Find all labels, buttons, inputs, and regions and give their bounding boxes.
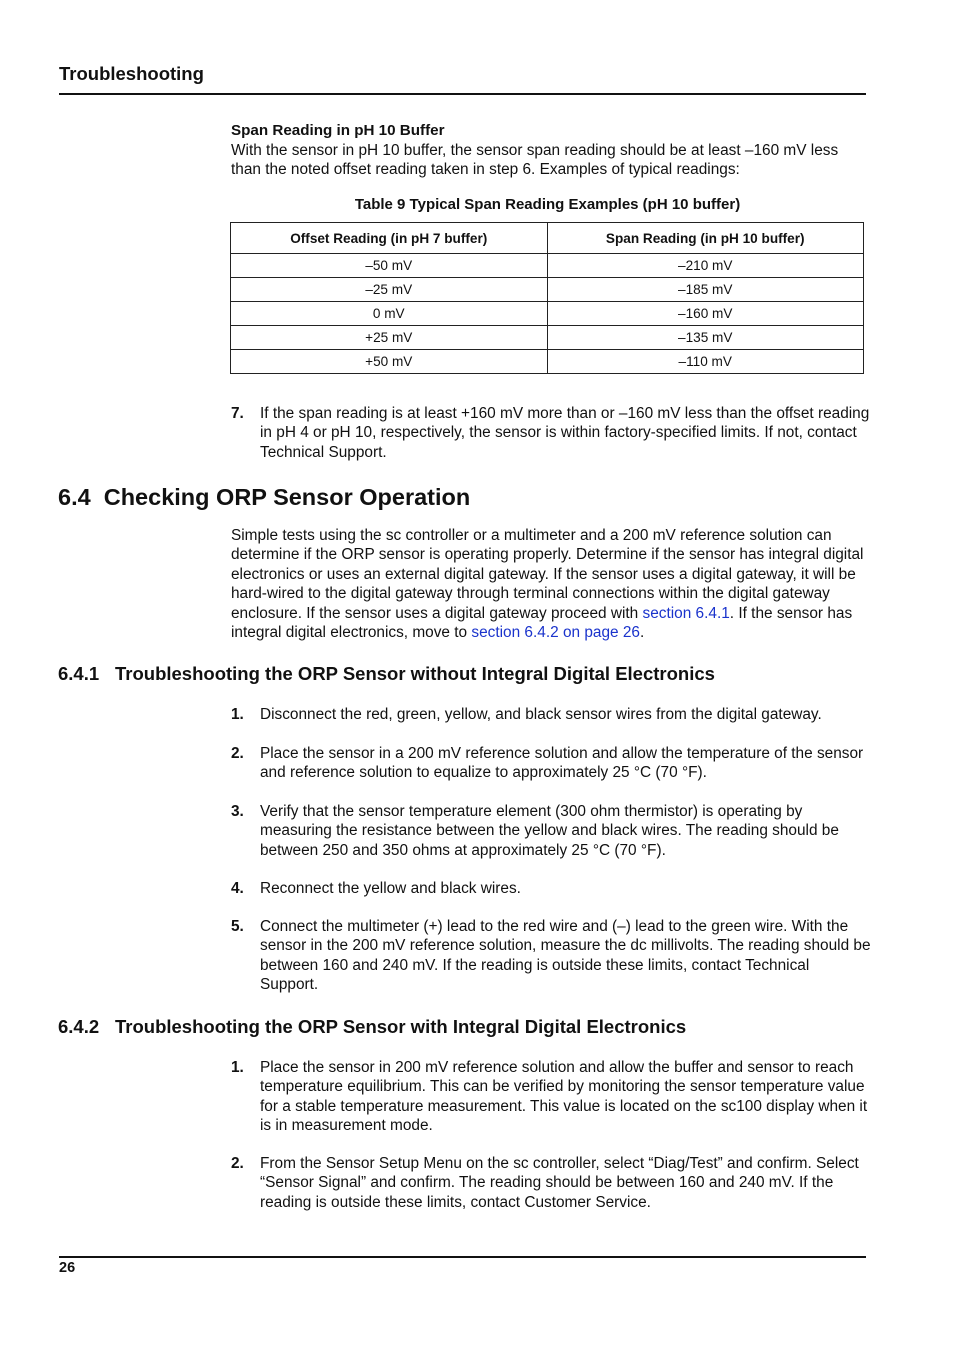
paragraph-text: Simple tests using the sc controller or a multimeter and a 200 mV reference solution can determine if the ORP sensor is operating properly. Determine if the sensor has integral digital electronics or uses an external digital gateway. If the sensor uses a digital gateway, it will be hard-wired to the digital gateway through terminal connections within the digital gateway enclosure. If the sensor uses a digital gateway proceed with [231,527,864,622]
section-6-4-paragraph [231,526,871,642]
table-cell: +50 mV [231,350,548,374]
section-number: 6.4 [58,484,91,510]
step-number: 3. [231,803,244,820]
running-header-title: Troubleshooting [59,63,204,84]
step-number: 2. [231,1155,244,1172]
step-number: 4. [231,880,244,897]
step-number: 1. [231,706,244,723]
page-number: 26 [59,1260,76,1276]
table-cell: 0 mV [231,302,548,326]
span-reading-table [230,222,864,374]
section-6-4-heading [58,484,470,511]
span-reading-heading: Span Reading in pH 10 Buffer [231,122,445,139]
span-reading-paragraph: With the sensor in pH 10 buffer, the sensor span reading should be at least –160 mV less than the noted offset reading taken in step 6. Examples of typical readings: [231,142,839,179]
table-row [231,254,864,278]
section-title: Troubleshooting the ORP Sensor without Integral Digital Electronics [115,663,715,684]
table-cell: –110 mV [547,350,864,374]
step-text: Place the sensor in 200 mV reference solution and allow the buffer and sensor to reach temperature equilibrium. This can be verified by monitoring the sensor temperature value for a stable temperature measurement. This value is located on the sc100 display when it is in measurement mode. [260,1059,868,1135]
table-cell: –160 mV [547,302,864,326]
table-cell: –135 mV [547,326,864,350]
table-cell: –210 mV [547,254,864,278]
step-text: Place the sensor in a 200 mV reference solution and allow the temperature of the sensor and reference solution to equalize to approximately 25 °C (70 °F). [260,745,864,782]
table-header-cell: Span Reading (in pH 10 buffer) [547,223,864,254]
link-section-6-4-1[interactable]: section 6.4.1 [642,604,730,622]
step-number: 7. [231,405,244,422]
section-number: 6.4.1 [58,663,100,684]
table-row [231,278,864,302]
step-text: From the Sensor Setup Menu on the sc controller, select “Diag/Test” and confirm. Select “Sensor Signal” and confirm. The reading should be between 160 and 240 mV. If the reading is outside these limits, contact Customer Service. [260,1155,859,1211]
section-number: 6.4.2 [58,1016,100,1037]
step-text: Disconnect the red, green, yellow, and black sensor wires from the digital gateway. [260,706,822,723]
step-number: 1. [231,1059,244,1076]
table-row [231,326,864,350]
table-row [231,302,864,326]
header-rule [59,93,866,95]
table-row [231,350,864,374]
step-text: If the span reading is at least +160 mV more than or –160 mV less than the offset reading in pH 4 or pH 10, respectively, the sensor is within factory-specified limits. If not, contact Technical Support. [260,405,870,461]
section-title: Checking ORP Sensor Operation [103,484,471,510]
step-number: 2. [231,745,244,762]
link-section-6-4-2[interactable]: section 6.4.2 on page 26 [471,624,640,642]
table-header-cell: Offset Reading (in pH 7 buffer) [231,223,548,254]
paragraph-text: . [639,624,645,642]
table-caption: Table 9 Typical Span Reading Examples (pH 10 buffer) [354,196,741,213]
table-cell: +25 mV [231,326,548,350]
step-text: Reconnect the yellow and black wires. [260,880,521,897]
table-header-row [231,223,864,254]
paragraph-text: . If the sensor has integral digital electronics, move to [231,604,853,642]
footer-rule [59,1256,866,1258]
step-text: Verify that the sensor temperature element (300 ohm thermistor) is operating by measuring the resistance between the yellow and black wires. The reading should be between 250 and 350 ohms at approximately 25 °C (70 °F). [260,803,839,859]
step-number: 5. [231,918,244,935]
section-6-4-1-heading [58,663,715,685]
step-text: Connect the multimeter (+) lead to the red wire and (–) lead to the green wire. With the sensor in the 200 mV reference solution, measure the dc millivolts. The reading should be between 160 and 240 mV. If the reading is outside these limits, contact Technical Support. [260,918,871,994]
section-6-4-2-heading [58,1016,686,1038]
table-cell: –185 mV [547,278,864,302]
table-cell: –50 mV [231,254,548,278]
section-title: Troubleshooting the ORP Sensor with Integral Digital Electronics [115,1016,687,1037]
table-cell: –25 mV [231,278,548,302]
